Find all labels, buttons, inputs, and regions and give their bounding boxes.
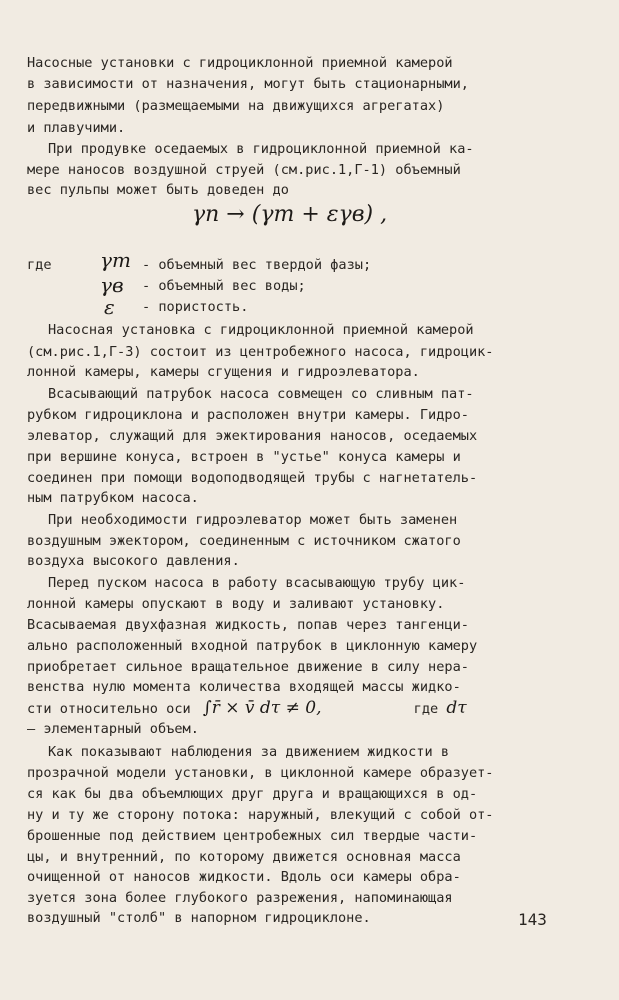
where-label: где — [27, 257, 52, 273]
text-line: передвижными (размещаемыми на движущихся агрегатах) — [27, 98, 445, 114]
page-number: 143 — [518, 910, 547, 929]
text-line: зуется зона более глубокого разрежения, напоминающая — [27, 890, 453, 906]
text-line: мере наносов воздушной струей (см.рис.1,Г-1) объемный — [27, 162, 461, 178]
text-line — [27, 698, 467, 719]
text-line: ся как бы два объемлющих друг друга и вращающихся в од- — [27, 786, 478, 802]
text-line: венства нулю момента количества входящей массы жидко- — [27, 679, 461, 695]
text-line: соединен при помощи водоподводящей трубы с нагнетатель- — [27, 470, 478, 486]
legend-symbol: γв — [100, 273, 124, 297]
text-line: в зависимости от назначения, могут быть стационарными, — [27, 76, 469, 92]
text-line: (см.рис.1,Г-3) состоит из центробежного насоса, гидроцик- — [27, 344, 494, 360]
text-line: приобретает сильное вращательное движение в силу нера- — [27, 659, 469, 675]
text-fragment: сти относительно оси — [27, 701, 191, 717]
text-line: цы, и внутренний, по которому движется основная масса — [27, 849, 461, 865]
text-line: При необходимости гидроэлеватор может быть заменен — [48, 512, 458, 528]
text-line: Всасывающий патрубок насоса совмещен со сливным пат- — [48, 386, 474, 402]
text-line: При продувке оседаемых в гидроциклонной приемной ка- — [48, 141, 474, 157]
text-line: при вершине конуса, встроен в "устье" конуса камеры и — [27, 449, 461, 465]
where-label: где — [413, 701, 439, 717]
text-line — [27, 719, 199, 739]
text-line: элеватор, служащий для эжектирования наносов, оседаемых — [27, 428, 478, 444]
legend-symbol: γт — [100, 248, 131, 272]
text-line: вес пульпы может быть доведен до — [27, 182, 289, 198]
text-fragment: элементарный объем. — [43, 721, 199, 737]
text-line: воздушным эжектором, соединенным с источником сжатого — [27, 533, 461, 549]
text-line: брошенные под действием центробежных сил твердые части- — [27, 828, 478, 844]
text-line: ным патрубком насоса. — [27, 490, 199, 506]
text-line: и плавучими. — [27, 120, 126, 136]
formula-dtau: dτ — [446, 698, 467, 718]
dash: – — [27, 721, 36, 737]
text-line: ально расположенный входной патрубок в циклонную камеру — [27, 638, 478, 654]
formula-main: γп → (γт + εγв) , — [192, 202, 388, 227]
text-line: ну и ту же сторону потока: наружный, влекущий с собой от- — [27, 807, 494, 823]
text-line: лонной камеры опускают в воду и заливают установку. — [27, 596, 445, 612]
text-line: Насосная установка с гидроциклонной приемной камерой — [48, 322, 474, 338]
text-line: воздуха высокого давления. — [27, 553, 240, 569]
legend-text: - объемный вес твердой фазы; — [142, 257, 372, 273]
legend-symbol: ε — [104, 295, 115, 319]
legend-text: - объемный вес воды; — [142, 278, 306, 294]
text-line: Перед пуском насоса в работу всасывающую трубу цик- — [48, 575, 466, 591]
formula-integral: ∫r̄ × v̄ dτ ≠ 0, — [202, 698, 322, 718]
text-line: рубком гидроциклона и расположен внутри камеры. Гидро- — [27, 407, 469, 423]
text-line: лонной камеры, камеры сгущения и гидроэлеватора. — [27, 364, 420, 380]
text-line: прозрачной модели установки, в циклонной камере образует- — [27, 765, 494, 781]
text-line: Как показывают наблюдения за движением жидкости в — [48, 744, 450, 760]
text-line: очищенной от наносов жидкости. Вдоль оси камеры обра- — [27, 869, 461, 885]
text-line: воздушный "столб" в напорном гидроциклоне. — [27, 910, 371, 926]
text-line: Насосные установки с гидроциклонной приемной камерой — [27, 55, 453, 71]
text-line: Всасываемая двухфазная жидкость, попав через тангенци- — [27, 617, 469, 633]
legend-text: - пористость. — [142, 299, 249, 315]
